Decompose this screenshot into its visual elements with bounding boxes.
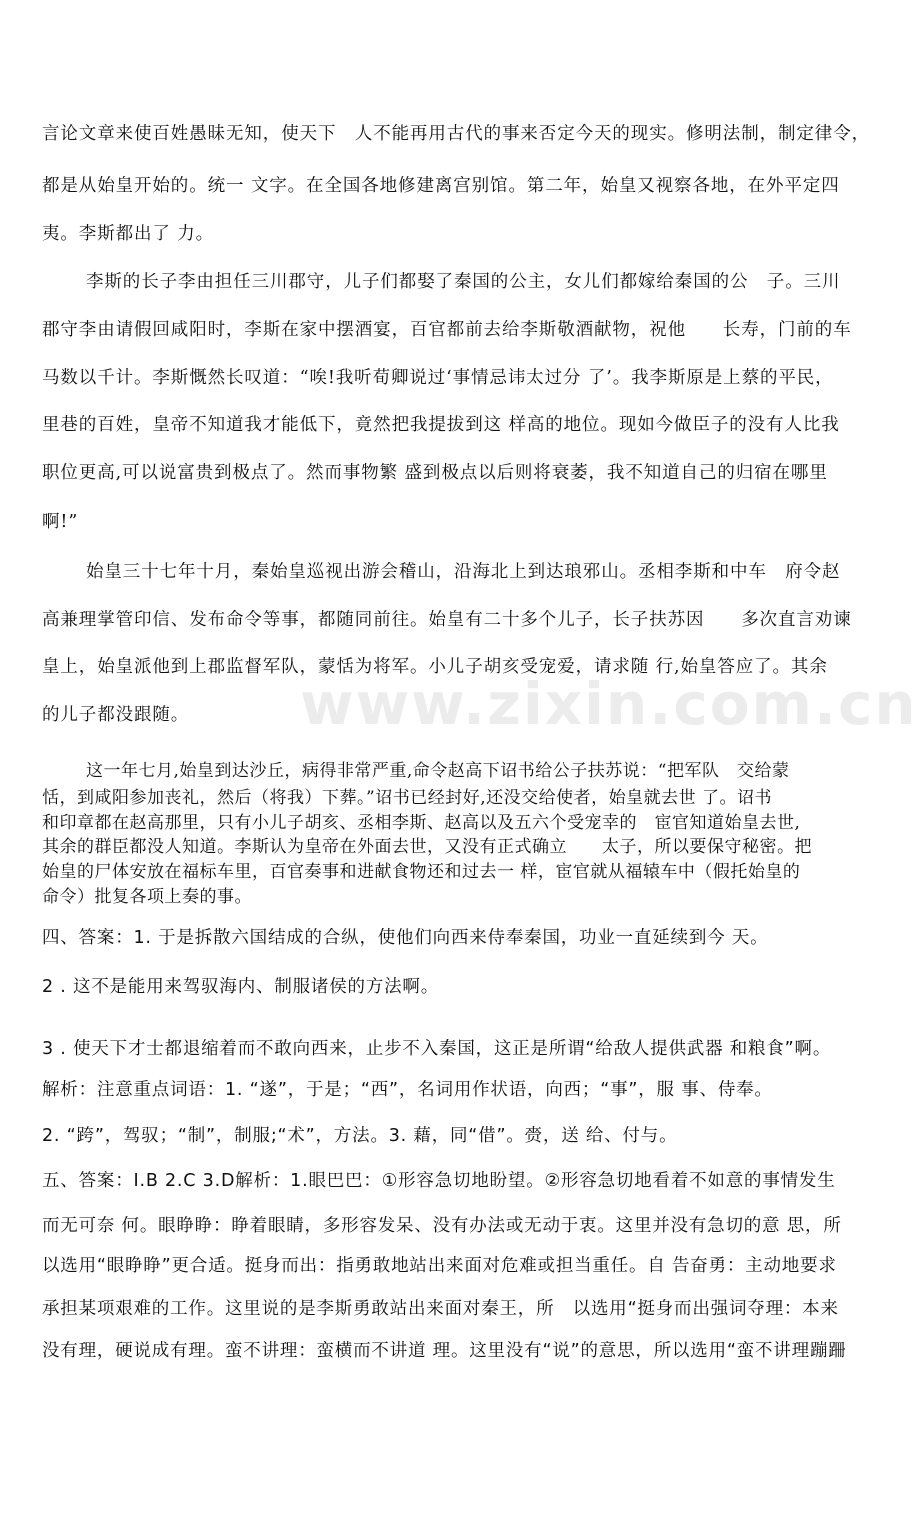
p4-line-3: 和印章都在赵高那里，只有小儿子胡亥、丞相李斯、赵高以及五六个受宠幸的 宦官知道始皇去世,	[42, 813, 801, 833]
answer5-line-4: 承担某项艰难的工作。这里说的是李斯勇敢站出来面对秦王，所 以选用“挺身而出强词夺理：本来	[42, 1299, 839, 1319]
watermark: www.zixin.com.cn	[300, 670, 918, 738]
p1-line-1: 言论文章来使百姓愚昧无知，使天下 人不能再用古代的事来否定今天的现实。修明法制，制定律令，	[42, 124, 870, 144]
p2-line-4: 里巷的百姓，皇帝不知道我才能低下，竟然把我提拔到这 样高的地位。现如今做臣子的没有人比我	[42, 415, 840, 435]
p3-line-3: 皇上，始皇派他到上郡监督军队，蒙恬为将军。小儿子胡亥受宠爱，请求随 行,始皇答应了。其余	[42, 657, 828, 677]
p2-line-3: 马数以千计。李斯慨然长叹道：“唉!我听荀卿说过‘事情忌讳太过分 了’。我李斯原是上蔡的平民，	[42, 368, 834, 388]
p1-line-2: 都是从始皇开始的。统一 文字。在全国各地修建离宫别馆。第二年，始皇又视察各地，在外平定四	[42, 176, 840, 196]
answer4-line-1: 四、答案：1. 于是拆散六国结成的合纵，使他们向西来侍奉秦国，功业一直延续到今 天。	[42, 928, 769, 948]
p2-line-6: 啊!”	[42, 512, 79, 532]
answer5-line-1: 五、答案：I.B 2.C 3.D解析：1.眼巴巴：①形容急切地盼望。②形容急切地看着不如意的事情发生	[42, 1171, 836, 1191]
p4-line-1: 这一年七月,始皇到达沙丘，病得非常严重,命令赵高下诏书给公子扶苏说：“把军队 交给蒙	[86, 761, 790, 781]
answer4-line-5: 2. “跨”，驾驭；“制”，制服;“术”，方法。3. 藉，同“借”。赍，送 给、付与。	[42, 1126, 678, 1146]
p3-line-2: 高兼理掌管印信、发布命令等事，都随同前往。始皇有二十多个儿子，长子扶苏因 多次直言劝谏	[42, 610, 852, 630]
answer5-line-3: 以选用“眼睁睁”更合适。挺身而出：指勇敢地站出来面对危难或担当重任。自 告奋勇：主动地要求	[42, 1256, 837, 1276]
p2-line-2: 郡守李由请假回咸阳时，李斯在家中摆酒宴，百官都前去给李斯敬酒献物，祝他 长寿，门前的车	[42, 320, 852, 340]
answer4-line-3: 3 . 使天下才士都退缩着而不敢向西来，止步不入秦国，这正是所谓“给敌人提供武器 和粮食”啊。	[42, 1039, 832, 1059]
answer5-line-5: 没有理，硬说成有理。蛮不讲理：蛮横而不讲道 理。这里没有“说”的意思，所以选用“蛮不讲理蹦跚	[42, 1341, 847, 1361]
p4-line-4: 其余的群臣都没人知道。李斯认为皇帝在外面去世，又没有正式确立 太子，所以要保守秘密。把	[42, 837, 812, 857]
p4-line-6: 命令）批复各项上奏的事。	[42, 887, 252, 907]
p4-line-5: 始皇的尸体安放在福标车里，百官奏事和进献食物还和过去一 样，宦官就从福辕车中（假托始皇的	[42, 862, 801, 882]
answer4-line-2: 2 . 这不是能用来驾驭海内、制服诸侯的方法啊。	[42, 977, 440, 997]
p2-line-1: 李斯的长子李由担任三川郡守，儿子们都娶了秦国的公主，女儿们都嫁给秦国的公 子。三川	[86, 272, 841, 292]
answer4-line-4: 解析：注意重点词语：1. “遂”，于是；“西”，名词用作状语，向西；“事”，服 事、侍奉。	[42, 1080, 773, 1100]
p3-line-4: 的儿子都没跟随。	[42, 705, 190, 725]
p3-line-1: 始皇三十七年十月，秦始皇巡视出游会稽山，沿海北上到达琅邪山。丞相李斯和中车 府令赵	[86, 562, 841, 582]
p2-line-5: 职位更高,可以说富贵到极点了。然而事物繁 盛到极点以后则将衰萎，我不知道自己的归宿在哪里	[42, 463, 828, 483]
answer5-line-2: 而无可奈 何。眼睁睁：睁着眼睛，多形容发呆、没有办法或无动于衷。这里并没有急切的意 思，所	[42, 1216, 842, 1236]
p1-line-3: 夷。李斯都出了 力。	[42, 224, 215, 244]
p4-line-2: 恬，到咸阳参加丧礼，然后（将我）下葬。”诏书已经封好,还没交给使者，始皇就去世 了。诏书	[42, 788, 772, 808]
